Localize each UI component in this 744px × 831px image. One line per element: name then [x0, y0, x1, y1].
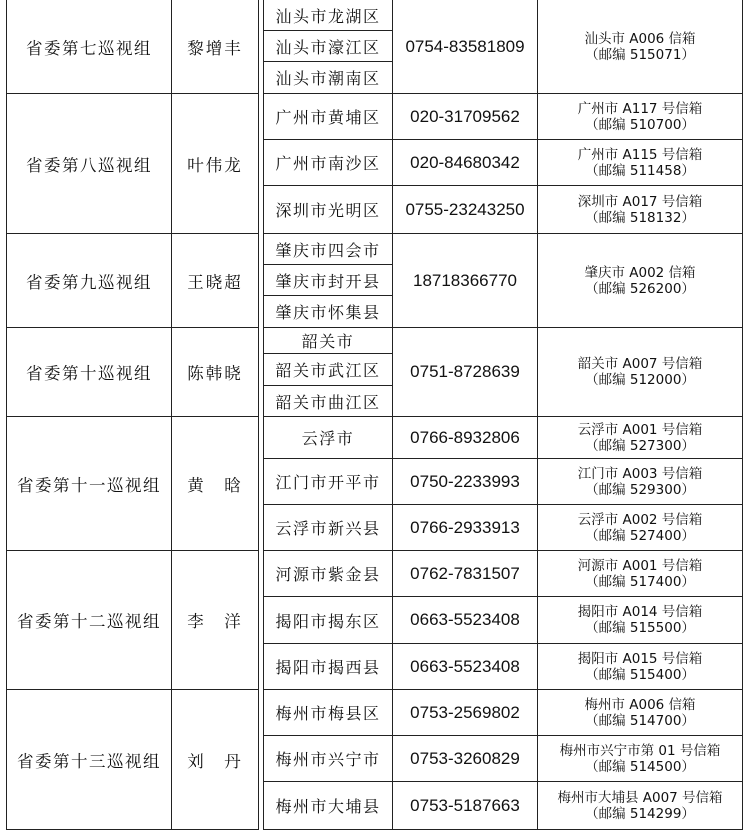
mailbox-name: 肇庆市 A002 信箱 — [584, 264, 696, 281]
postcode: （邮编 527400） — [585, 527, 695, 544]
group-leader: 陈韩晓 — [172, 328, 259, 417]
mailbox-name: 云浮市 A001 号信箱 — [577, 421, 703, 438]
group-leader: 黎增丰 — [172, 0, 259, 94]
phone-number: 0751-8728639 — [393, 328, 538, 417]
group-name: 省委第八巡视组 — [7, 94, 172, 234]
phone-number: 0755-23243250 — [393, 186, 538, 234]
table-row — [7, 417, 743, 459]
phone-number: 0762-7831507 — [393, 551, 538, 597]
district: 云浮市新兴县 — [264, 505, 393, 551]
postcode: （邮编 515071） — [585, 46, 695, 63]
phone-number: 020-84680342 — [393, 140, 538, 186]
postcode: （邮编 510700） — [585, 116, 695, 133]
mailbox-name: 梅州市兴宁市第 01 号信箱 — [559, 742, 721, 759]
group-name: 省委第十二巡视组 — [7, 551, 172, 690]
district: 揭阳市揭西县 — [264, 644, 393, 690]
mailbox-name: 江门市 A003 号信箱 — [577, 465, 703, 482]
district: 韶关市武江区 — [264, 354, 393, 386]
phone-number: 0753-2569802 — [393, 690, 538, 736]
mailbox-name: 河源市 A001 号信箱 — [577, 557, 703, 574]
phone-number: 0750-2233993 — [393, 459, 538, 505]
phone-number: 0754-83581809 — [393, 0, 538, 94]
district: 广州市黄埔区 — [264, 94, 393, 140]
phone-number: 0766-8932806 — [393, 417, 538, 459]
group-leader: 李 洋 — [172, 551, 259, 690]
group-leader: 王晓超 — [172, 234, 259, 328]
postcode: （邮编 518132） — [585, 209, 695, 226]
mailbox-name: 深圳市 A017 号信箱 — [577, 193, 703, 210]
postcode: （邮编 511458） — [585, 162, 695, 179]
district: 梅州市大埔县 — [264, 782, 393, 830]
table-row — [7, 328, 743, 354]
mailbox-address — [538, 186, 743, 234]
group-name: 省委第十三巡视组 — [7, 690, 172, 830]
phone-number: 0766-2933913 — [393, 505, 538, 551]
mailbox-address — [538, 644, 743, 690]
mailbox-name: 韶关市 A007 号信箱 — [577, 356, 703, 372]
group-leader: 刘 丹 — [172, 690, 259, 830]
district: 肇庆市封开县 — [264, 265, 393, 296]
district: 汕头市潮南区 — [264, 62, 393, 94]
mailbox-address — [538, 328, 743, 417]
mailbox-name: 揭阳市 A015 号信箱 — [577, 650, 703, 667]
postcode: （邮编 514299） — [585, 805, 695, 822]
district: 揭阳市揭东区 — [264, 597, 393, 644]
district: 梅州市兴宁市 — [264, 736, 393, 782]
mailbox-name: 揭阳市 A014 号信箱 — [577, 604, 703, 620]
phone-number: 020-31709562 — [393, 94, 538, 140]
mailbox-address — [538, 0, 743, 94]
table-row — [7, 551, 743, 597]
table-row — [7, 94, 743, 140]
mailbox-address — [538, 140, 743, 186]
mailbox-address — [538, 782, 743, 830]
postcode: （邮编 514500） — [585, 758, 695, 775]
district: 广州市南沙区 — [264, 140, 393, 186]
district: 深圳市光明区 — [264, 186, 393, 234]
mailbox-name: 梅州市 A006 信箱 — [584, 696, 696, 713]
phone-number: 0753-5187663 — [393, 782, 538, 830]
mailbox-address — [538, 690, 743, 736]
postcode: （邮编 515500） — [585, 620, 695, 636]
mailbox-name: 广州市 A117 号信箱 — [577, 100, 703, 117]
mailbox-address — [538, 505, 743, 551]
district: 梅州市梅县区 — [264, 690, 393, 736]
group-leader: 叶伟龙 — [172, 94, 259, 234]
mailbox-address — [538, 459, 743, 505]
postcode: （邮编 514700） — [585, 712, 695, 729]
district: 河源市紫金县 — [264, 551, 393, 597]
group-name: 省委第十一巡视组 — [7, 417, 172, 551]
mailbox-address — [538, 736, 743, 782]
mailbox-address — [538, 234, 743, 328]
district: 肇庆市四会市 — [264, 234, 393, 265]
mailbox-name: 梅州市大埔县 A007 号信箱 — [557, 789, 723, 806]
phone-number: 0663-5523408 — [393, 644, 538, 690]
district: 韶关市曲江区 — [264, 386, 393, 417]
district: 江门市开平市 — [264, 459, 393, 505]
group-name: 省委第十巡视组 — [7, 328, 172, 417]
group-leader: 黄 晗 — [172, 417, 259, 551]
group-name: 省委第七巡视组 — [7, 0, 172, 94]
table-row — [7, 234, 743, 265]
inspection-contact-table — [6, 0, 743, 830]
mailbox-name: 云浮市 A002 号信箱 — [577, 511, 703, 528]
postcode: （邮编 529300） — [585, 481, 695, 498]
district: 汕头市濠江区 — [264, 31, 393, 62]
mailbox-address — [538, 94, 743, 140]
group-name: 省委第九巡视组 — [7, 234, 172, 328]
mailbox-address — [538, 417, 743, 459]
postcode: （邮编 526200） — [585, 280, 695, 297]
district: 汕头市龙湖区 — [264, 0, 393, 31]
postcode: （邮编 512000） — [585, 372, 695, 388]
phone-number: 0663-5523408 — [393, 597, 538, 644]
postcode: （邮编 527300） — [585, 437, 695, 454]
district: 肇庆市怀集县 — [264, 296, 393, 328]
postcode: （邮编 517400） — [585, 573, 695, 590]
mailbox-name: 汕头市 A006 信箱 — [584, 30, 696, 47]
phone-number: 18718366770 — [393, 234, 538, 328]
mailbox-address — [538, 597, 743, 644]
mailbox-address — [538, 551, 743, 597]
district: 韶关市 — [264, 328, 393, 354]
postcode: （邮编 515400） — [585, 666, 695, 683]
phone-number: 0753-3260829 — [393, 736, 538, 782]
table-row — [7, 0, 743, 31]
district: 云浮市 — [264, 417, 393, 459]
mailbox-name: 广州市 A115 号信箱 — [577, 146, 703, 163]
table-row — [7, 690, 743, 736]
